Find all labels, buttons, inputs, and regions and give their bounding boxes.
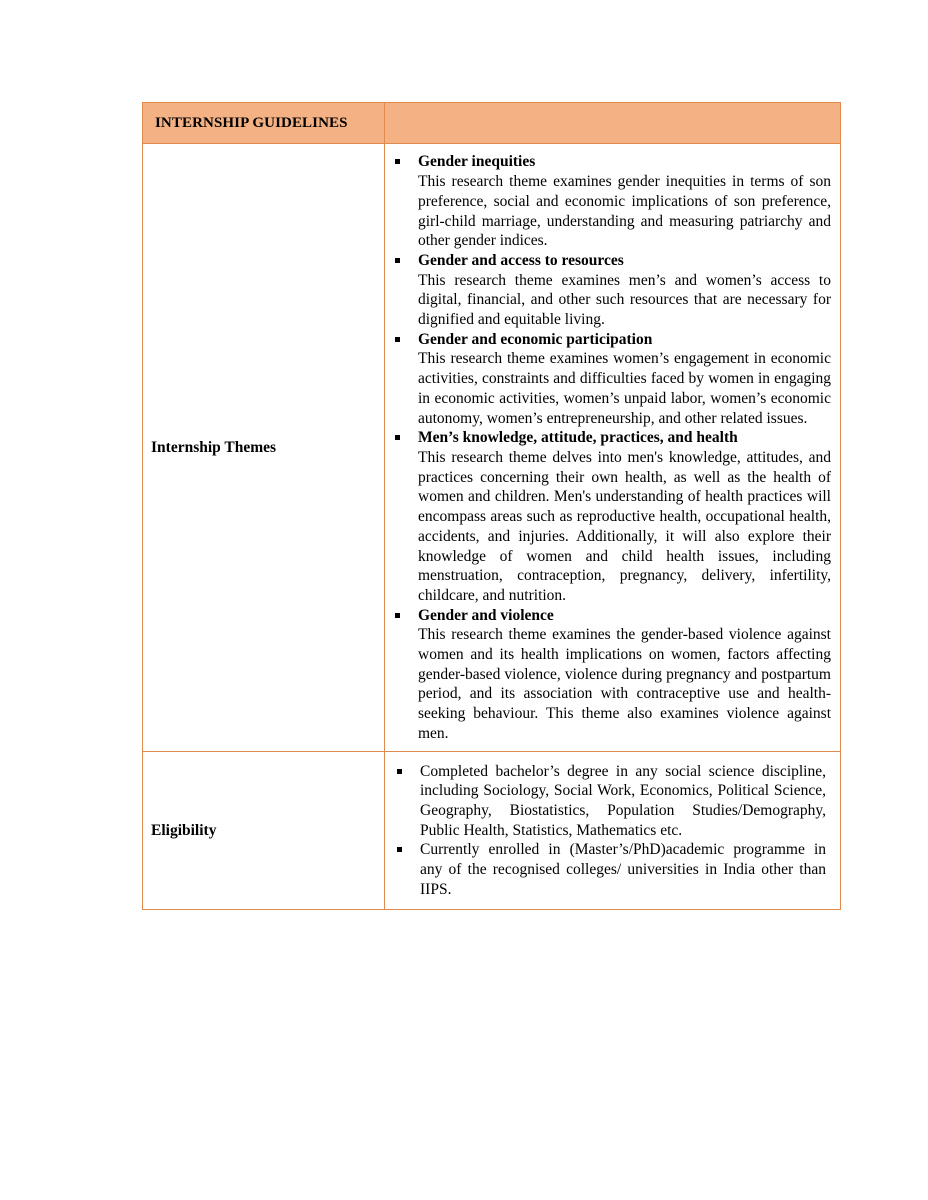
eligibility-row: [143, 752, 841, 910]
theme-description: This research theme examines women’s engagement in economic activities, constraints and difficulties faced by women in engaging in economic activities, women’s unpaid labor, women’s economic autonomy, women’s entrepreneurship, and other related issues.: [418, 350, 831, 427]
eligibility-text: Completed bachelor’s degree in any social science discipline, including Sociology, Social Work, Economics, Political Science, Geography, Biostatistics, Population Studies/Demography, Public Health, Statistics, Mathematics etc.: [420, 762, 826, 839]
eligibility-label-cell: [143, 752, 385, 910]
list-item: [394, 840, 826, 899]
theme-description: This research theme delves into men's knowledge, attitudes, and practices concerning their own health, as well as the health of women and children. Men's understanding of health practices will encompass areas such as reproductive health, occupational health, accidents, and injuries. Additionally, it will also explore their knowledge of women and child health issues, including menstruation, contraception, pregnancy, delivery, infertility, childcare, and nutrition.: [418, 449, 831, 604]
themes-list: [392, 152, 831, 743]
list-item: [392, 152, 831, 251]
list-item: [392, 251, 831, 330]
square-bullet-icon: [395, 258, 400, 263]
square-bullet-icon: [397, 769, 402, 774]
header-title-cell: [143, 103, 385, 144]
eligibility-text: Currently enrolled in (Master’s/PhD)academic programme in any of the recognised colleges/ universities in India other than IIPS.: [420, 841, 826, 898]
square-bullet-icon: [395, 613, 400, 618]
table-title: INTERNSHIP GUIDELINES: [155, 114, 348, 131]
list-item: [394, 762, 826, 841]
eligibility-content-cell: [385, 752, 841, 910]
themes-content-cell: [385, 144, 841, 752]
theme-description: This research theme examines gender inequities in terms of son preference, social and economic implications of son preference, girl-child marriage, understanding and measuring patriarchy and other gender indices.: [418, 173, 831, 250]
square-bullet-icon: [395, 435, 400, 440]
header-empty-cell: [385, 103, 841, 144]
list-item: [392, 330, 831, 429]
square-bullet-icon: [397, 847, 402, 852]
theme-description: This research theme examines the gender-based violence against women and its health implications on women, factors affecting gender-based violence, violence during pregnancy and postpartum period, and its association with contraceptive use and health-seeking behaviour. This theme also examines violence against men.: [418, 626, 831, 742]
eligibility-label: Eligibility: [151, 821, 217, 839]
themes-row: [143, 144, 841, 752]
guidelines-table: [142, 102, 841, 910]
eligibility-list: [394, 762, 826, 900]
table-header-row: [143, 103, 841, 144]
themes-label-cell: [143, 144, 385, 752]
list-item: [392, 428, 831, 605]
themes-label: Internship Themes: [151, 438, 277, 456]
square-bullet-icon: [395, 159, 400, 164]
theme-title: Gender and economic participation: [418, 330, 653, 348]
square-bullet-icon: [395, 337, 400, 342]
theme-title: Men’s knowledge, attitude, practices, and health: [418, 429, 738, 447]
document-page: [142, 102, 840, 910]
theme-description: This research theme examines men’s and women’s access to digital, financial, and other such resources that are necessary for dignified and equitable living.: [418, 271, 831, 329]
theme-title: Gender and access to resources: [418, 251, 624, 269]
list-item: [392, 606, 831, 744]
theme-title: Gender inequities: [418, 153, 536, 171]
theme-title: Gender and violence: [418, 606, 554, 624]
